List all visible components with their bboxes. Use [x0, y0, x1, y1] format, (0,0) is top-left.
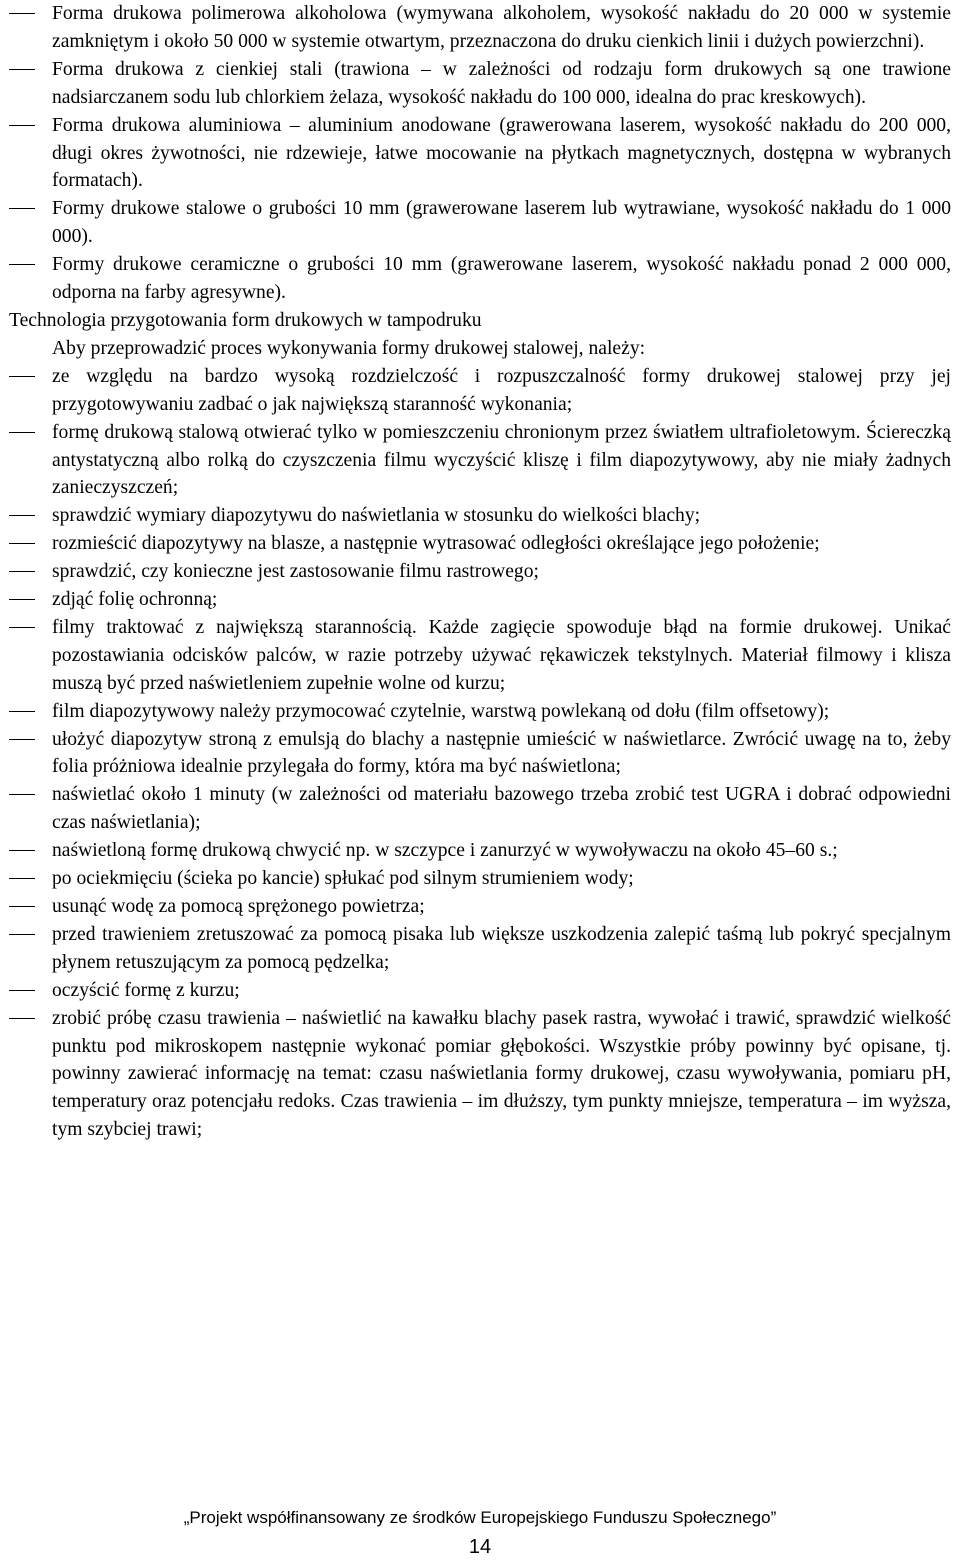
list-item [9, 195, 951, 251]
list-item [9, 781, 951, 837]
dash-bullet [9, 934, 35, 935]
dash-bullet [9, 376, 35, 377]
list-item [9, 363, 951, 419]
dash-bullet [9, 990, 35, 991]
list-item [9, 502, 951, 530]
list-item [9, 865, 951, 893]
list-item-text: po ociekmięciu (ścieka po kancie) spłukać pod silnym strumieniem wody; [52, 868, 634, 890]
dash-bullet [9, 432, 35, 433]
dash-bullet [9, 878, 35, 879]
section-heading: Technologia przygotowania form drukowych w tampodruku [9, 309, 482, 331]
list-item [9, 921, 951, 977]
list-item [9, 726, 951, 782]
dash-bullet [9, 850, 35, 851]
dash-bullet [9, 627, 35, 628]
dash-bullet [9, 264, 35, 265]
dash-bullet [9, 208, 35, 209]
dash-bullet [9, 515, 35, 516]
list-item-text: Forma drukowa z cienkiej stali (trawiona – w zależności od rodzaju form drukowych są one trawione nadsiarczanem sodu lub chlorkiem żelaza, wysokość nakładu do 100 000, idealna do prac kreskowych). [52, 58, 951, 108]
list-item [9, 558, 951, 586]
list-item-text: rozmieścić diapozytywy na blasze, a następnie wytrasować odległości określające jego położenie; [52, 533, 820, 555]
list-item-text: oczyścić formę z kurzu; [52, 979, 240, 1001]
dash-bullet [9, 69, 35, 70]
list-item [9, 251, 951, 307]
list-item-text: film diapozytywowy należy przymocować czytelnie, warstwą powlekaną od dołu (film offsetowy); [52, 700, 830, 722]
list-item-text: filmy traktować z największą starannością. Każde zagięcie spowoduje błąd na formie drukowej. Unikać pozostawiania odcisków palców, w razie potrzeby używać rękawiczek tekstylnych. Materiał filmowy i klisza muszą być przed naświetleniem zupełnie wolne od kurzu; [52, 616, 951, 694]
dash-bullet [9, 571, 35, 572]
footer-text: „Projekt współfinansowany ze środków Europejskiego Funduszu Społecznego” [183, 1508, 777, 1527]
list-item [9, 977, 951, 1005]
document-body [9, 0, 951, 1144]
list-item-text: formę drukową stalową otwierać tylko w pomieszczeniu chronionym przez światłem ultrafioletowym. Ściereczką antystatyczną albo rolką do czyszczenia filmu wyczyścić kliszę i film diapozytywowy, aby nie miały żadnych zanieczyszczeń; [52, 421, 951, 499]
dash-bullet [9, 794, 35, 795]
list-item-text: naświetloną formę drukową chwycić np. w szczypce i zanurzyć w wywoływaczu na około 45–60 s.; [52, 840, 838, 862]
dash-bullet [9, 599, 35, 600]
list-item [9, 419, 951, 503]
list-item [9, 698, 951, 726]
list-item-text: przed trawieniem zretuszować za pomocą pisaka lub większe uszkodzenia zalepić taśmą lub pokryć specjalnym płynem retuszującym za pomocą pędzelka; [52, 923, 951, 973]
list-item-text: sprawdzić, czy konieczne jest zastosowanie filmu rastrowego; [52, 561, 539, 583]
list-item [9, 112, 951, 196]
dash-bullet [9, 739, 35, 740]
list-item-text: Formy drukowe stalowe o grubości 10 mm (grawerowane laserem lub wytrawiane, wysokość nakładu do 1 000 000). [52, 198, 951, 248]
dash-bullet [9, 906, 35, 907]
list-item-text: sprawdzić wymiary diapozytywu do naświetlania w stosunku do wielkości blachy; [52, 505, 701, 527]
list-item [9, 56, 951, 112]
list-item-text: zrobić próbę czasu trawienia – naświetlić na kawałku blachy pasek rastra, wywołać i trawić, sprawdzić wielkość punktu pod mikroskopem następnie wykonać pomiar głębokości. Wszystkie próby powinny być opisane, tj. powinny zawierać informację na temat: czasu naświetlania formy drukowej, czasu wywoływania, pomiaru pH, temperatury oraz potencjału redoks. Czas trawienia – im dłuższy, tym punkty mniejsze, temperatura – im wyższa, tym szybciej trawi; [52, 1007, 951, 1141]
dash-bullet [9, 711, 35, 712]
list-item [9, 1005, 951, 1145]
list-item-text: zdjąć folię ochronną; [52, 589, 218, 611]
intro-paragraph: Aby przeprowadzić proces wykonywania formy drukowej stalowej, należy: [52, 337, 646, 359]
dash-bullet [9, 543, 35, 544]
list-item [9, 586, 951, 614]
list-item-text: Forma drukowa polimerowa alkoholowa (wymywana alkoholem, wysokość nakładu do 20 000 w systemie zamkniętym i około 50 000 w systemie otwartym, przeznaczona do druku cienkich linii i dużych powierzchni). [52, 3, 951, 52]
list-item-text: ułożyć diapozytyw stroną z emulsją do blachy a następnie umieścić w naświetlarce. Zwrócić uwagę na to, żeby folia próżniowa idealnie przylegała do formy, która ma być naświetlona; [52, 728, 951, 778]
list-item-text: usunąć wodę za pomocą sprężonego powietrza; [52, 896, 425, 917]
list-item-text: ze względu na bardzo wysoką rozdzielczość i rozpuszczalność formy drukowej stalowej przy jej przygotowywaniu zadbać o jak największą staranność wykonania; [52, 365, 951, 415]
dash-bullet [9, 125, 35, 126]
list-item [9, 530, 951, 558]
list-item [9, 837, 951, 865]
dash-bullet [9, 13, 35, 14]
list-item [9, 893, 951, 921]
list-item [9, 0, 951, 56]
list-item-text: Forma drukowa aluminiowa – aluminium anodowane (grawerowana laserem, wysokość nakładu do 200 000, długi okres żywotności, nie rdzewieje, łatwe mocowanie na płytkach magnetycznych, dostępna w wybranych formatach). [52, 114, 951, 192]
page-number: 14 [468, 1536, 492, 1558]
list-item-text: Formy drukowe ceramiczne o grubości 10 mm (grawerowane laserem, wysokość nakładu ponad 2 000 000, odporna na farby agresywne). [52, 254, 951, 304]
list-item-text: naświetlać około 1 minuty (w zależności od materiału bazowego trzeba zrobić test UGRA i dobrać odpowiedni czas naświetlania); [52, 784, 951, 834]
list-item [9, 614, 951, 698]
dash-bullet [9, 1018, 35, 1019]
